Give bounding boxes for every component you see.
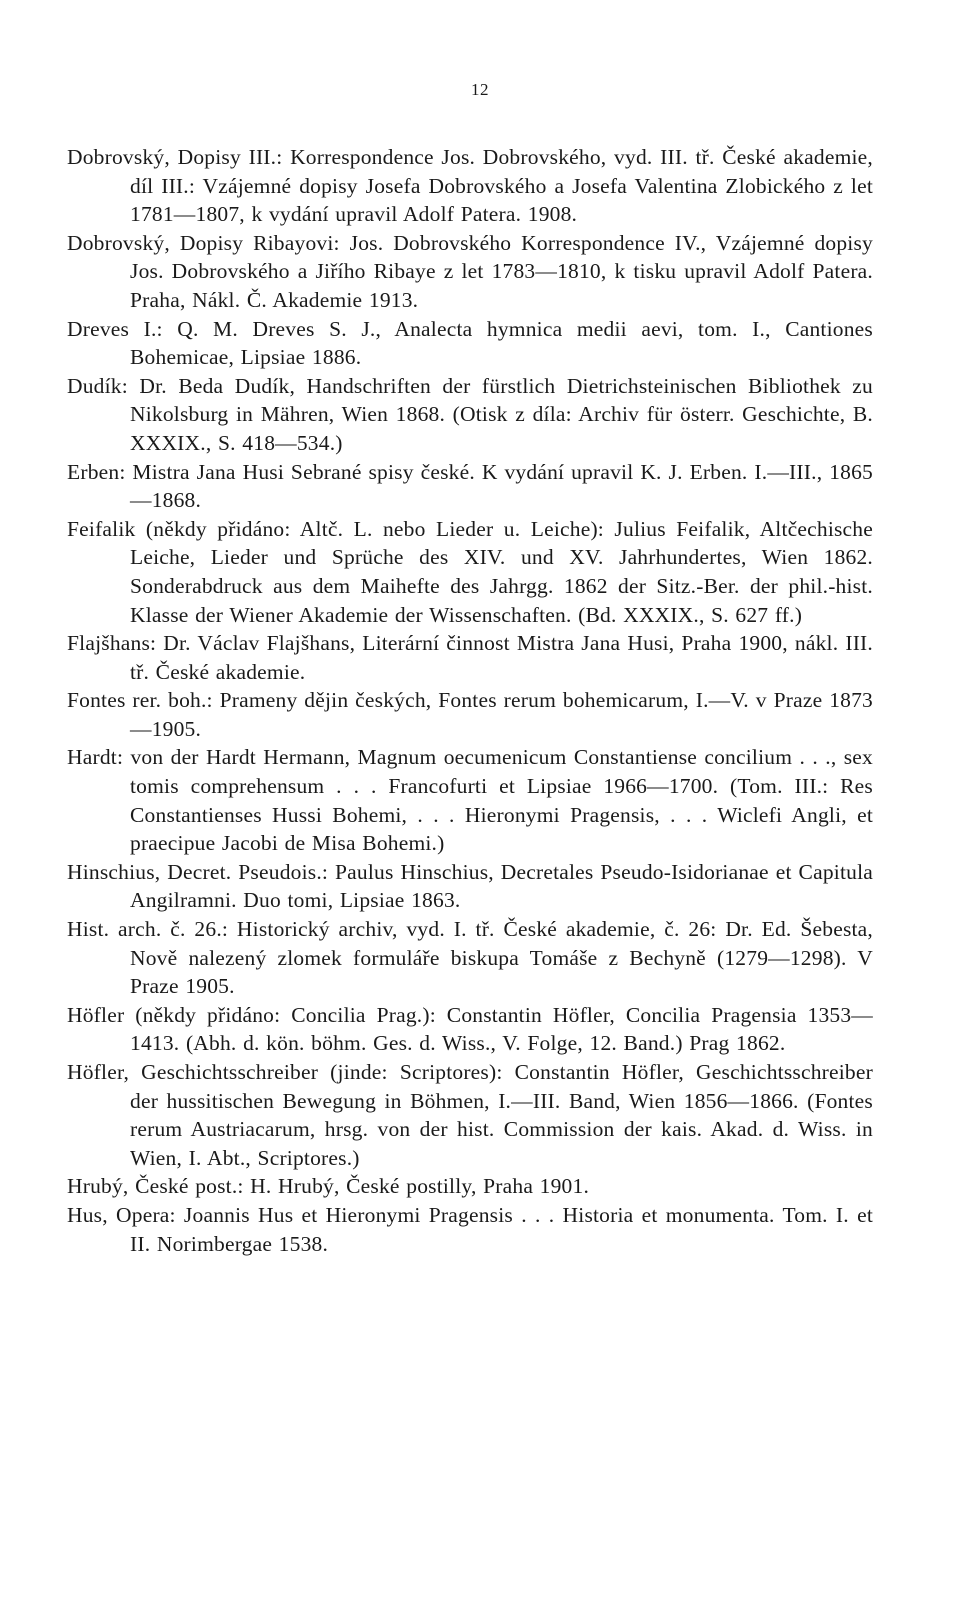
bibliography-entry: Hinschius, Decret. Pseudois.: Paulus Hinschius, Decretales Pseudo-Isidorianae et Capitula Angilramni. Duo tomi, Lipsiae 1863. (67, 859, 873, 913)
bibliography-entry: Feifalik (někdy přidáno: Altč. L. nebo Lieder u. Leiche): Julius Feifalik, Altčechische Leiche, Lieder und Sprüche des XIV. und XV. Jahrhundertes, Wien 1862. Sonderabdruck aus dem Maihefte des Jahrgg. 1862 der Sitz.-Ber. der phil.-hist. Klasse der Wiener Akademie der Wissenschaften. (Bd. XXXIX., S. 627 ff.) (67, 516, 873, 627)
bibliography-entry: Höfler, Geschichtsschreiber (jinde: Scriptores): Constantin Höfler, Geschichtsschreiber der hussitischen Bewegung in Böhmen, I.—III. Band, Wien 1856—1866. (Fontes rerum Austriacarum, hrsg. von der hist. Commission der kais. Akad. d. Wiss. in Wien, I. Abt., Scriptores.) (67, 1060, 873, 1170)
bibliography-entry: Dreves I.: Q. M. Dreves S. J., Analecta hymnica medii aevi, tom. I., Cantiones Bohemicae, Lipsiae 1886. (67, 316, 873, 370)
bibliography-entry: Flajšhans: Dr. Václav Flajšhans, Literární činnost Mistra Jana Husi, Praha 1900, nákl. III. tř. České akademie. (67, 631, 873, 684)
bibliography-entry: Hrubý, České post.: H. Hrubý, České postilly, Praha 1901. (67, 1174, 590, 1199)
bibliography-list (67, 143, 873, 1258)
bibliography-entry: Dobrovský, Dopisy Ribayovi: Jos. Dobrovského Korrespondence IV., Vzájemné dopisy Jos. Dobrovského a Jiřího Ribaye z let 1783—1810, k tisku upravil Adolf Patera. Praha, Nákl. Č. Akademie 1913. (67, 230, 873, 312)
bibliography-entry: Hardt: von der Hardt Hermann, Magnum oecumenicum Constantiense concilium . . ., sex tomis comprehensum . . . Francofurti et Lipsiae 1966—1700. (Tom. III.: Res Constantienses Hussi Bohemi, . . . Hieronymi Pragensis, . . . Wiclefi Angli, et praecipue Jacobi de Misa Bohemi.) (67, 745, 873, 856)
bibliography-entry: Höfler (někdy přidáno: Concilia Prag.): Constantin Höfler, Concilia Pragensia 1353—1413. (Abh. d. kön. böhm. Ges. d. Wiss., V. Folge, 12. Band.) Prag 1862. (67, 1002, 873, 1056)
bibliography-entry: Erben: Mistra Jana Husi Sebrané spisy české. K vydání upravil K. J. Erben. I.—III., 1865—1868. (67, 459, 873, 513)
bibliography-entry: Dobrovský, Dopisy III.: Korrespondence Jos. Dobrovského, vyd. III. tř. České akademie, díl III.: Vzájemné dopisy Josefa Dobrovského a Josefa Valentina Zlobického z let 1781—1807, k vydání upravil Adolf Patera. 1908. (67, 145, 873, 227)
bibliography-entry: Fontes rer. boh.: Prameny dějin českých, Fontes rerum bohemicarum, I.—V. v Praze 1873—1905. (67, 688, 873, 741)
bibliography-entry: Dudík: Dr. Beda Dudík, Handschriften der fürstlich Dietrichsteinischen Bibliothek zu Nikolsburg in Mähren, Wien 1868. (Otisk z díla: Archiv für österr. Geschichte, B. XXXIX., S. 418—534.) (67, 373, 873, 455)
bibliography-entry: Hist. arch. č. 26.: Historický archiv, vyd. I. tř. České akademie, č. 26: Dr. Ed. Šebesta, Nově nalezený zlomek formuláře biskupa Tomáše z Bechyně (1279—1298). V Praze 1905. (67, 917, 873, 999)
page-number: 12 (471, 80, 489, 99)
bibliography-entry: Hus, Opera: Joannis Hus et Hieronymi Pragensis . . . Historia et monumenta. Tom. I. et II. Norimbergae 1538. (67, 1202, 873, 1256)
